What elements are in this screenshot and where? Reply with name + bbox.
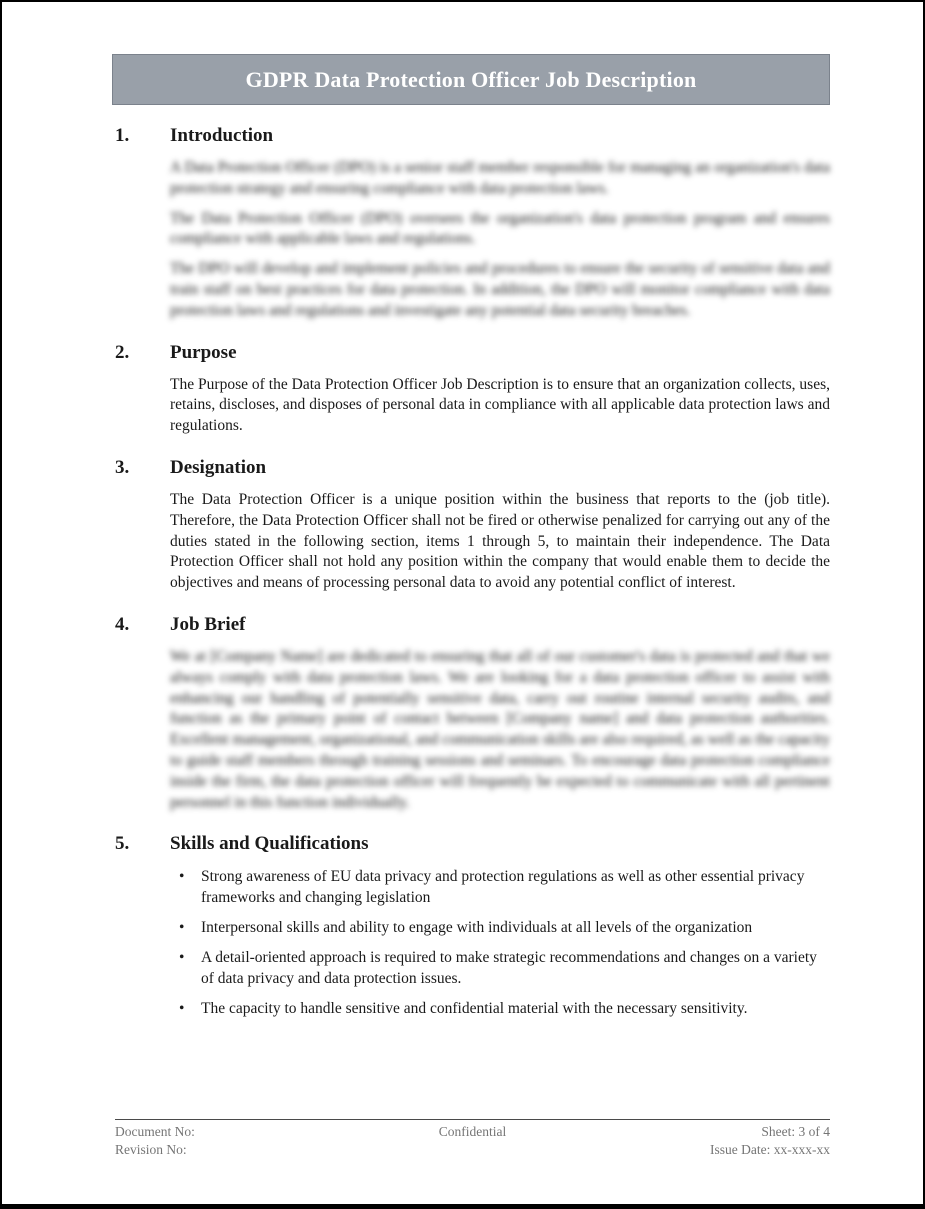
- blurred-paragraph: We at [Company Name] are dedicated to ensuring that all of our customer's data is protected and that we always comply with data protection laws. We are looking for a data protection officer to assist with enhancing our handling of potentially sensitive data, carry out routine internal security audits, and function as the primary point of contact between [Company name] and data protection authorities. Excellent management, organizational, and communication skills are also required, as well as the capacity to guide staff members through training sessions and seminars. To encourage data protection compliance inside the firm, the data protection officer will frequently be expected to communicate with all pertinent personnel in this function individually.: [170, 647, 830, 811]
- section-title: Purpose: [170, 341, 237, 363]
- blurred-paragraph: A Data Protection Officer (DPO) is a senior staff member responsible for managing an organization's data protection strategy and ensuring compliance with data protection laws.: [170, 159, 830, 197]
- section-job-brief: [115, 614, 830, 813]
- document-no-label: Document No:: [115, 1124, 195, 1139]
- section-heading: [115, 614, 830, 636]
- section-body: [170, 490, 830, 594]
- section-number: 5.: [115, 833, 130, 855]
- section-heading: [115, 342, 830, 364]
- section-title: Introduction: [170, 125, 274, 146]
- bullet-item: • Interpersonal skills and ability to engage with individuals at all levels of the organization: [170, 917, 830, 938]
- page-footer: [115, 1119, 830, 1159]
- blurred-paragraph: The DPO will develop and implement policies and procedures to ensure the security of sensitive data and train staff on best practices for data protection. In addition, the DPO will monitor compliance with data protection laws and regulations and investigate any potential data security breaches.: [170, 260, 830, 319]
- paragraph: The Data Protection Officer is a unique position within the business that reports to the (job title). Therefore, the Data Protection Officer shall not be fired or otherwise penalized for carrying out any of the duties stated in the following section, items 1 through 5, to maintain their independence. The Data Protection Officer shall not hold any position within the company that would enable them to decide the objectives and means of processing personal data to avoid any potential conflict of interest.: [170, 490, 830, 592]
- section-skills-and-qualifications: [115, 833, 830, 1019]
- bullet-list: [170, 866, 830, 1019]
- section-heading: [115, 125, 830, 147]
- document-title-bar: [112, 54, 830, 105]
- section-heading: [115, 833, 830, 855]
- footer-left: [115, 1123, 353, 1159]
- sheet-number: Sheet: 3 of 4: [761, 1124, 830, 1139]
- section-body: [170, 375, 830, 437]
- paragraph: The Purpose of the Data Protection Officer Job Description is to ensure that an organization collects, uses, retains, discloses, and disposes of personal data in compliance with all applicable data protection laws and regulations.: [170, 375, 830, 435]
- section-purpose: [115, 342, 830, 437]
- section-title: Skills and Qualifications: [170, 833, 369, 855]
- document-title: GDPR Data Protection Officer Job Description: [245, 66, 697, 92]
- document-body: [115, 125, 830, 1039]
- issue-date: Issue Date: xx-xxx-xx: [710, 1142, 830, 1157]
- footer-center: [353, 1123, 591, 1159]
- footer-right: [592, 1123, 830, 1159]
- section-number: 4.: [115, 613, 130, 635]
- section-body: [170, 647, 830, 813]
- section-title: Job Brief: [170, 613, 246, 635]
- section-number: 3.: [115, 456, 130, 478]
- bullet-item: • Strong awareness of EU data privacy and protection regulations as well as other essential privacy frameworks and changing legislation: [170, 866, 830, 908]
- blurred-paragraph: The Data Protection Officer (DPO) oversees the organization's data protection program and ensures compliance with applicable laws and regulations.: [170, 209, 830, 248]
- section-designation: [115, 457, 830, 594]
- section-introduction: [115, 125, 830, 322]
- bullet-item: • The capacity to handle sensitive and confidential material with the necessary sensitivity.: [170, 998, 830, 1019]
- section-body: [170, 158, 830, 322]
- section-number: 2.: [115, 341, 130, 363]
- bullet-item: • A detail-oriented approach is required to make strategic recommendations and changes on a variety of data privacy and data protection issues.: [170, 947, 830, 989]
- section-body: [170, 866, 830, 1019]
- section-number: 1.: [115, 125, 130, 146]
- revision-no-label: Revision No:: [115, 1142, 187, 1157]
- confidential-label: Confidential: [438, 1124, 507, 1139]
- section-heading: [115, 457, 830, 479]
- section-title: Designation: [170, 456, 267, 478]
